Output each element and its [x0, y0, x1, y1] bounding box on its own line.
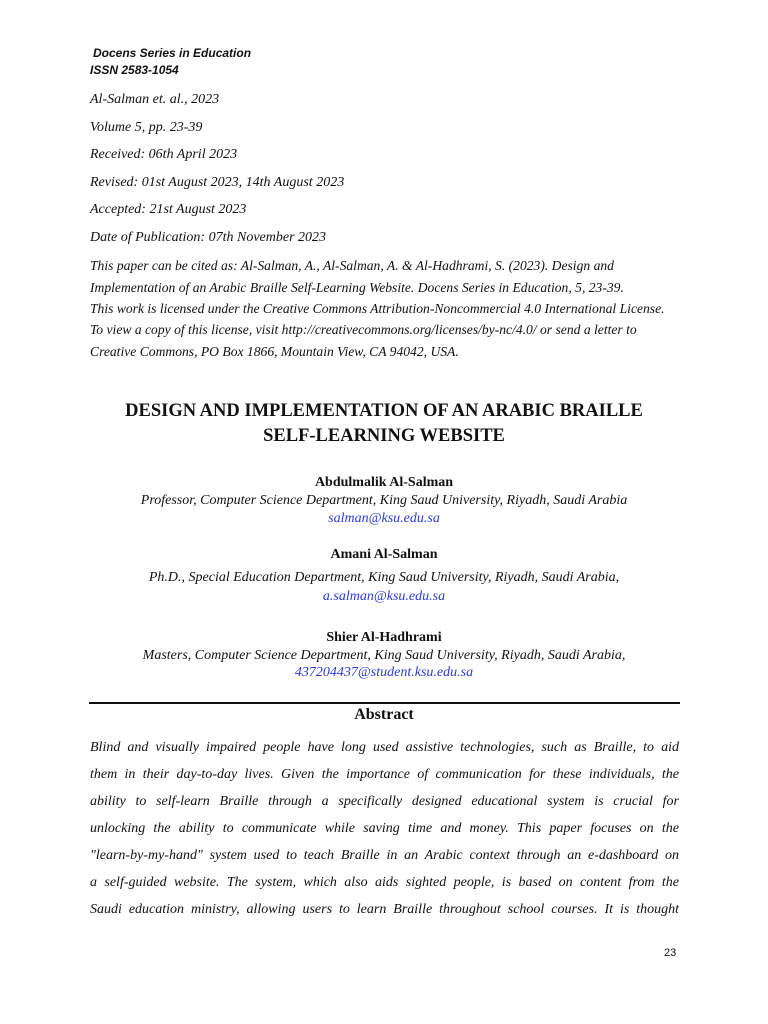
citation-line: Creative Commons, PO Box 1866, Mountain View, CA 94042, USA.: [90, 344, 459, 359]
paper-title: [60, 399, 708, 449]
author-affiliation: Masters, Computer Science Department, King Saud University, Riyadh, Saudi Arabia,: [142, 648, 626, 663]
section-divider: [89, 702, 680, 704]
citation-line: To view a copy of this license, visit http://creativecommons.org/licenses/by-nc/4.0/ or send a letter to: [90, 322, 637, 337]
author-email[interactable]: salman@ksu.edu.sa: [328, 511, 440, 526]
meta-revised: Revised: 01st August 2023, 14th August 2023: [90, 175, 345, 190]
abstract-line: "learn-by-my-hand" system used to teach Braille in an Arabic context through an e-dashboard on: [90, 848, 679, 863]
citation-line: This paper can be cited as: Al-Salman, A., Al-Salman, A. & Al-Hadhrami, S. (2023). Design and: [90, 258, 614, 273]
author-name: Shier Al-Hadhrami: [326, 630, 442, 645]
citation-line: Implementation of an Arabic Braille Self-Learning Website. Docens Series in Education, 5, 23-39.: [90, 280, 624, 295]
meta-published: Date of Publication: 07th November 2023: [90, 230, 327, 245]
abstract-body: [90, 734, 679, 923]
meta-accepted: Accepted: 21st August 2023: [90, 202, 247, 217]
author-email[interactable]: 437204437@student.ksu.edu.sa: [294, 665, 474, 680]
abstract-line: Saudi education ministry, allowing users to learn Braille throughout school courses. It is thought: [90, 902, 679, 917]
author-affiliation: Professor, Computer Science Department, King Saud University, Riyadh, Saudi Arabia: [140, 493, 628, 508]
meta-volume: Volume 5, pp. 23-39: [90, 120, 203, 135]
author-email[interactable]: a.salman@ksu.edu.sa: [322, 589, 446, 604]
meta-authors-year: Al-Salman et. al., 2023: [90, 92, 220, 107]
abstract-line: unlocking the ability to communicate while saving time and money. This paper focuses on the: [90, 821, 679, 836]
abstract-line: a self-guided website. The system, which also aids sighted people, is based on content from the: [90, 875, 679, 890]
abstract-line: ability to self-learn Braille through a specifically designed educational system is crucial for: [90, 794, 679, 809]
abstract-line: them in their day-to-day lives. Given the importance of communication for these individuals, the: [90, 767, 679, 782]
journal-series: Docens Series in Education: [93, 46, 252, 60]
abstract-line: Blind and visually impaired people have long used assistive technologies, such as Braille, to aid: [90, 740, 679, 755]
author-name: Abdulmalik Al-Salman: [314, 475, 454, 490]
page-number: 23: [664, 947, 677, 959]
journal-issn: ISSN 2583-1054: [90, 63, 179, 77]
paper-title-line: DESIGN AND IMPLEMENTATION OF AN ARABIC BRAILLE: [125, 401, 643, 421]
paper-title-line: SELF-LEARNING WEBSITE: [263, 426, 505, 446]
meta-received: Received: 06th April 2023: [90, 147, 238, 162]
author-affiliation: Ph.D., Special Education Department, King Saud University, Riyadh, Saudi Arabia,: [148, 570, 620, 585]
abstract-heading: Abstract: [354, 706, 414, 723]
author-name: Amani Al-Salman: [330, 547, 438, 562]
citation-line: This work is licensed under the Creative Commons Attribution-Noncommercial 4.0 International License.: [90, 301, 665, 316]
